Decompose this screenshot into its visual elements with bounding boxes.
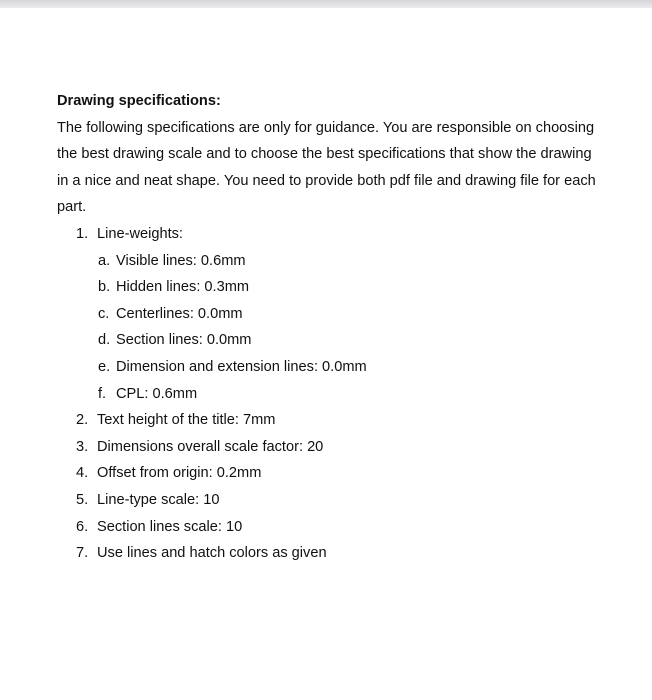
sub-item-letter: c.	[98, 305, 110, 322]
item-number: 5.	[76, 491, 89, 508]
item-number: 1.	[76, 225, 89, 242]
item-number: 2.	[76, 412, 89, 429]
list-item	[57, 407, 597, 434]
list-item	[57, 460, 597, 487]
list-item	[57, 540, 597, 567]
sub-list-item	[97, 354, 597, 381]
specification-list	[57, 221, 597, 567]
section-heading: Drawing specifications:	[57, 93, 221, 109]
item-text: Line-weights:	[97, 225, 183, 242]
sub-item-text: Hidden lines: 0.3mm	[116, 279, 250, 296]
item-number: 6.	[76, 518, 89, 535]
sub-item-text: Visible lines: 0.6mm	[116, 252, 246, 269]
item-number: 7.	[76, 545, 89, 562]
item-text: Text height of the title: 7mm	[97, 412, 276, 429]
sub-item-letter: d.	[98, 332, 111, 349]
list-item	[57, 514, 597, 541]
list-item	[57, 221, 597, 407]
sub-item-letter: f.	[98, 385, 107, 402]
sub-list-item	[97, 327, 597, 354]
item-text: Line-type scale: 10	[97, 491, 220, 508]
sub-item-letter: e.	[98, 358, 111, 375]
sub-list-item	[97, 381, 597, 408]
sub-item-letter: a.	[98, 252, 111, 269]
document-page	[57, 88, 597, 567]
sub-list-item	[97, 301, 597, 328]
item-text: Offset from origin: 0.2mm	[97, 465, 262, 482]
item-number: 4.	[76, 465, 89, 482]
sub-item-text: Section lines: 0.0mm	[116, 332, 252, 349]
top-border	[0, 0, 652, 8]
sub-item-letter: b.	[98, 279, 111, 296]
sub-list-item	[97, 248, 597, 275]
sub-list-item	[97, 274, 597, 301]
sub-item-text: CPL: 0.6mm	[116, 385, 198, 402]
item-text: Use lines and hatch colors as given	[97, 545, 327, 562]
list-item	[57, 487, 597, 514]
item-text: Section lines scale: 10	[97, 518, 243, 535]
list-item	[57, 434, 597, 461]
item-number: 3.	[76, 438, 89, 455]
item-text: Dimensions overall scale factor: 20	[97, 438, 324, 455]
sub-item-text: Centerlines: 0.0mm	[116, 305, 243, 322]
intro-paragraph: The following specifications are only for guidance. You are responsible on choosing the best drawing scale and to choose the best specifications that show the drawing in a nice and neat shape. You need to provide both pdf file and drawing file for each part.	[57, 119, 596, 216]
line-weights-sublist	[97, 248, 597, 408]
sub-item-text: Dimension and extension lines: 0.0mm	[116, 358, 367, 375]
